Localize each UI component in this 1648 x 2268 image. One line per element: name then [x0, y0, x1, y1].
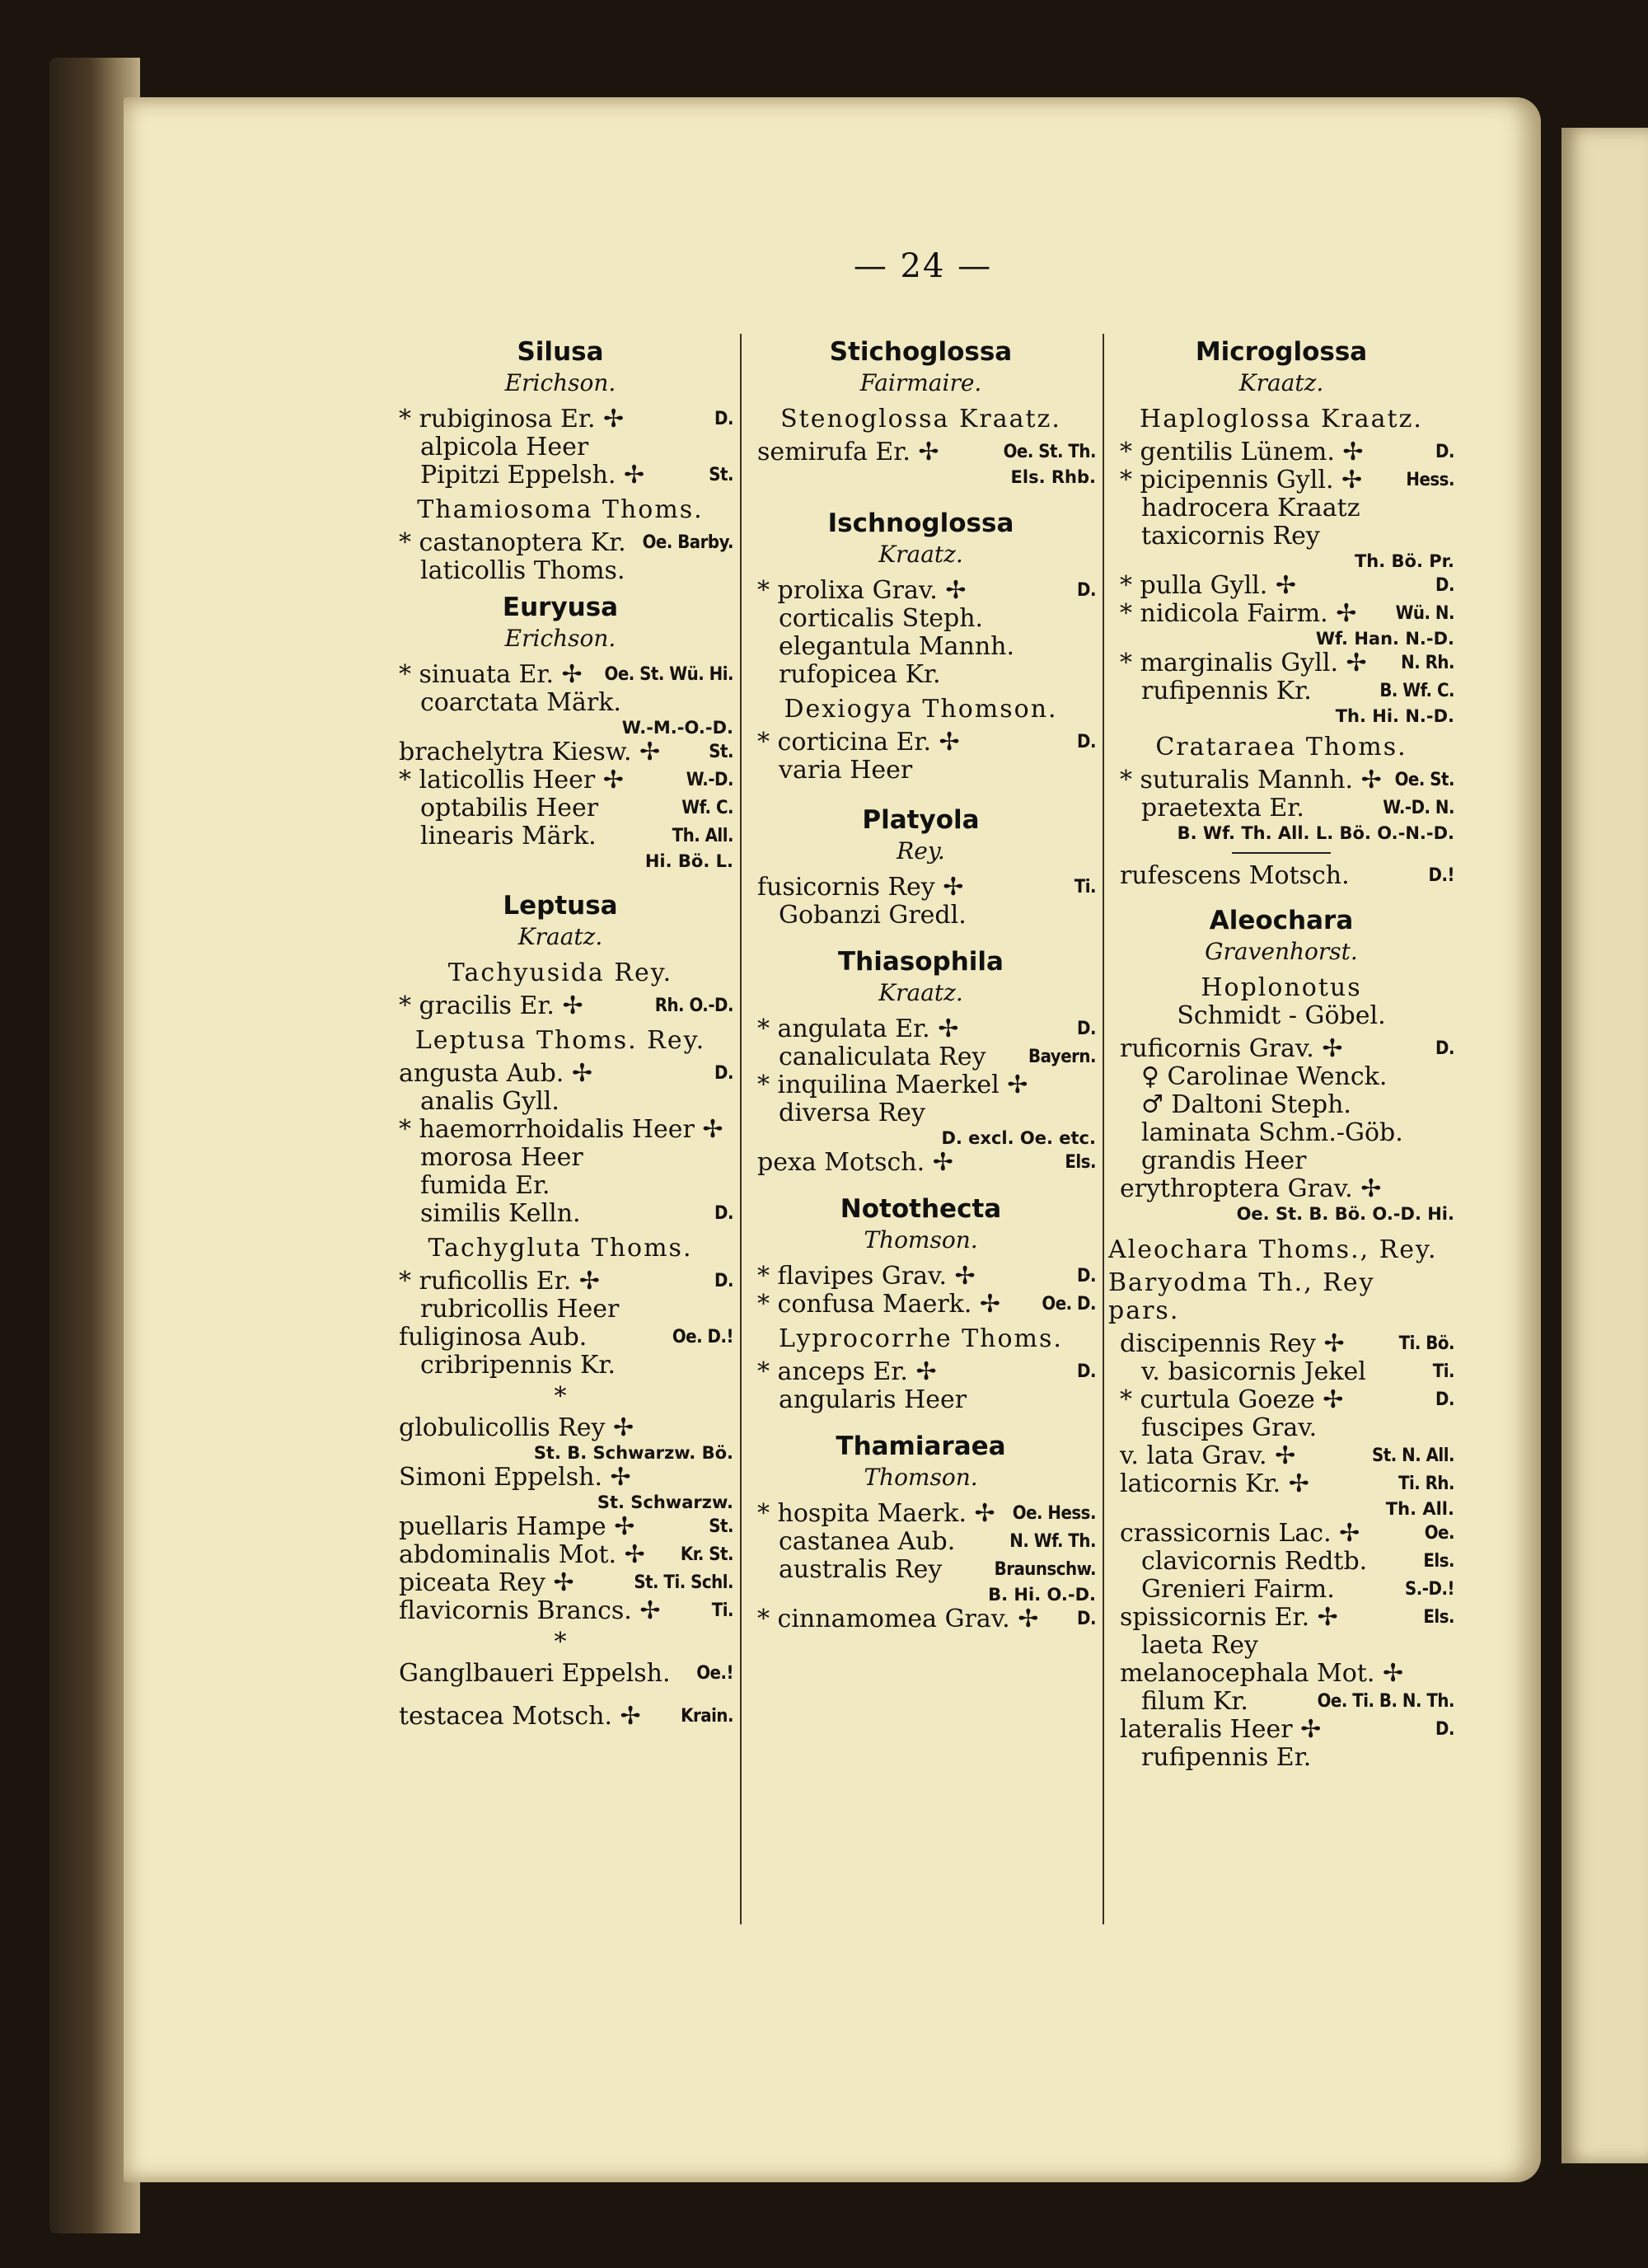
synonym-entry: ♂ Daltoni Steph.	[1141, 1090, 1351, 1119]
species-entry: * gracilis Er. ✢ Rh. O.-D.	[399, 991, 733, 1020]
genus-author: Thomson.	[864, 1464, 978, 1491]
synonym-entry: castanea Aub. N. Wf. Th.	[779, 1527, 1096, 1556]
species-entry: laticornis Kr. ✢ Ti. Rh.	[1120, 1469, 1454, 1498]
species-entry: globulicollis Rey ✢	[399, 1413, 634, 1442]
species-entry: * haemorrhoidalis Heer ✢	[399, 1115, 723, 1144]
genus-heading: Aleochara	[1209, 906, 1354, 935]
genus-author: Kraatz.	[878, 541, 963, 568]
species-entry: lateralis Heer ✢ D.	[1120, 1715, 1454, 1744]
subgenus-heading: Hoplonotus	[1201, 973, 1362, 1002]
species-entry: puellaris Hampe ✢ St.	[399, 1512, 733, 1541]
species-entry: crassicornis Lac. ✢ Oe.	[1120, 1519, 1454, 1548]
species-entry: angusta Aub. ✢ D.	[399, 1059, 733, 1088]
species-entry: brachelytra Kiesw. ✢ St.	[399, 738, 733, 766]
locality: W.-M.-O.-D.	[621, 718, 733, 738]
species-entry: * rubiginosa Er. ✢ D.	[399, 405, 733, 433]
subgenus-heading: Lyprocorrhe Thoms.	[779, 1324, 1063, 1353]
section-star: *	[554, 1628, 567, 1656]
species-entry: * anceps Er. ✢ D.	[757, 1357, 1096, 1386]
locality: Els. Rhb.	[1010, 467, 1096, 487]
subgenus-heading: Baryodma Th., Rey pars.	[1108, 1268, 1375, 1325]
locality: St. B. Schwarzw. Bö.	[533, 1443, 733, 1463]
synonym-entry: laticollis Thoms.	[420, 556, 625, 585]
column-3	[1108, 330, 1454, 1772]
synonym-entry: filum Kr. Oe. Ti. B. N. Th.	[1141, 1687, 1454, 1716]
species-entry: * flavipes Grav. ✢ D.	[757, 1262, 1096, 1291]
species-entry: * nidicola Fairm. ✢ Wü. N.	[1120, 599, 1454, 628]
subgenus-author: Schmidt - Göbel.	[1177, 1001, 1386, 1030]
species-entry: * curtula Goeze ✢ D.	[1120, 1385, 1454, 1414]
synonym-entry: laminata Schm.-Göb.	[1141, 1118, 1403, 1147]
synonym-entry: fuscipes Grav.	[1141, 1413, 1318, 1442]
synonym-entry: v. basicornis Jekel Ti.	[1141, 1357, 1454, 1386]
column-1	[387, 330, 733, 1731]
synonym-entry: australis Rey Braunschw.	[779, 1555, 1096, 1584]
species-entry: pexa Motsch. ✢ Els.	[757, 1148, 1096, 1177]
genus-heading: Euryusa	[502, 593, 619, 622]
genus-heading: Notothecta	[840, 1194, 1002, 1224]
synonym-entry: angularis Heer	[779, 1385, 967, 1414]
species-entry: Ganglbaueri Eppelsh. Oe.!	[399, 1659, 733, 1688]
synonym-entry: rubricollis Heer	[420, 1295, 620, 1324]
genus-heading: Stichoglossa	[829, 337, 1013, 367]
locality: B. Hi. O.-D.	[988, 1585, 1096, 1605]
genus-author: Rey.	[897, 837, 945, 865]
subgenus-heading: Stenoglossa Kraatz.	[780, 405, 1061, 433]
species-entry: * picipennis Gyll. ✢ Hess.	[1120, 466, 1454, 494]
species-entry: ruficornis Grav. ✢ D.	[1120, 1034, 1454, 1063]
locality: B. Wf. Th. All. L. Bö. O.-N.-D.	[1177, 823, 1454, 843]
synonym-entry: varia Heer	[779, 756, 913, 785]
synonym-entry: rufipennis Kr. B. Wf. C.	[1141, 677, 1454, 705]
divider	[1232, 852, 1331, 854]
genus-author: Gravenhorst.	[1205, 938, 1358, 965]
synonym-entry: fumida Er.	[420, 1171, 550, 1200]
species-entry: spissicornis Er. ✢ Els.	[1120, 1603, 1454, 1632]
subgenus-heading: Leptusa Thoms. Rey.	[414, 1026, 706, 1055]
species-entry: * cinnamomea Grav. ✢ D.	[757, 1605, 1096, 1633]
locality: Hi. Bö. L.	[644, 851, 733, 871]
locality: Wf. Han. N.-D.	[1315, 629, 1454, 649]
species-entry: * confusa Maerk. ✢ Oe. D.	[757, 1290, 1096, 1319]
species-entry: * corticina Er. ✢ D.	[757, 728, 1096, 757]
locality: Th. Hi. N.-D.	[1335, 706, 1454, 726]
locality: D. excl. Oe. etc.	[941, 1128, 1096, 1148]
column-2	[746, 330, 1096, 1633]
synonym-entry: analis Gyll.	[420, 1087, 559, 1116]
subgenus-heading: Tachygluta Thoms.	[428, 1234, 693, 1263]
synonym-entry: elegantula Mannh.	[779, 632, 1015, 661]
locality: Oe. St. B. Bö. O.-D. Hi.	[1236, 1204, 1454, 1224]
species-entry: * sinuata Er. ✢ Oe. St. Wü. Hi.	[399, 660, 733, 689]
synonym-entry: Grenieri Fairm. S.-D.!	[1141, 1575, 1454, 1604]
synonym-entry: clavicornis Redtb. Els.	[1141, 1547, 1454, 1576]
synonym-entry: ♀ Carolinae Wenck.	[1141, 1062, 1388, 1091]
column-rule-left	[740, 334, 742, 1924]
genus-author: Kraatz.	[1238, 369, 1324, 396]
species-entry: Pipitzi Eppelsh. ✢ St.	[420, 461, 733, 490]
column-rule-right	[1103, 334, 1104, 1924]
species-entry: semirufa Er. ✢ Oe. St. Th.	[757, 438, 1096, 466]
synonym-entry: alpicola Heer	[420, 433, 589, 462]
species-entry: * inquilina Maerkel ✢	[757, 1071, 1028, 1099]
species-entry: * laticollis Heer ✢ W.-D.	[399, 766, 733, 794]
genus-author: Erichson.	[504, 369, 616, 396]
species-entry: rufescens Motsch. D.!	[1120, 861, 1454, 890]
species-entry: * ruficollis Er. ✢ D.	[399, 1267, 733, 1296]
synonym-entry: hadrocera Kraatz	[1141, 494, 1360, 522]
subgenus-heading: Haploglossa Kraatz.	[1140, 405, 1423, 433]
synonym-entry: morosa Heer	[420, 1143, 583, 1172]
species-entry: * prolixa Grav. ✢ D.	[757, 576, 1096, 605]
synonym-entry: canaliculata Rey Bayern.	[779, 1043, 1096, 1071]
species-entry: testacea Motsch. ✢ Krain.	[399, 1702, 733, 1731]
species-entry: * hospita Maerk. ✢ Oe. Hess.	[757, 1499, 1096, 1528]
species-entry: * pulla Gyll. ✢ D.	[1120, 571, 1454, 600]
species-entry: melanocephala Mot. ✢	[1120, 1659, 1404, 1688]
genus-author: Kraatz.	[517, 923, 603, 950]
synonym-entry: laeta Rey	[1141, 1631, 1259, 1660]
synonym-entry: linearis Märk. Th. All.	[420, 822, 733, 850]
species-entry: abdominalis Mot. ✢ Kr. St.	[399, 1540, 733, 1569]
synonym-entry: corticalis Steph.	[779, 604, 984, 633]
locality: St. Schwarzw.	[597, 1492, 733, 1512]
facing-page-edge	[1561, 128, 1648, 2163]
locality: Th. Bö. Pr.	[1354, 551, 1454, 571]
species-entry: * castanoptera Kr. Oe. Barby.	[399, 528, 733, 557]
subgenus-heading: Thamiosoma Thoms.	[417, 495, 704, 524]
synonym-entry: rufipennis Er.	[1141, 1743, 1312, 1772]
synonym-entry: praetexta Er. W.-D. N.	[1141, 794, 1454, 822]
synonym-entry: Gobanzi Gredl.	[779, 901, 967, 930]
page-number: — 24 —	[853, 247, 993, 285]
genus-heading: Microglossa	[1195, 337, 1368, 367]
genus-heading: Platyola	[862, 805, 980, 835]
synonym-entry: rufopicea Kr.	[779, 660, 941, 689]
locality: Th. All.	[1385, 1499, 1454, 1519]
genus-author: Fairmaire.	[859, 369, 982, 396]
subgenus-heading: Dexiogya Thomson.	[784, 695, 1058, 724]
subgenus-heading: Aleochara Thoms., Rey.	[1108, 1235, 1438, 1264]
subgenus-heading: Crataraea Thoms.	[1155, 733, 1407, 761]
species-entry: * marginalis Gyll. ✢ N. Rh.	[1120, 649, 1454, 677]
genus-heading: Thamiaraea	[836, 1432, 1006, 1461]
synonym-entry: grandis Heer	[1141, 1146, 1307, 1175]
species-entry: fusicornis Rey ✢ Ti.	[757, 873, 1096, 902]
synonym-entry: diversa Rey	[779, 1099, 925, 1127]
species-entry: * angulata Er. ✢ D.	[757, 1015, 1096, 1043]
genus-author: Thomson.	[864, 1226, 978, 1253]
species-entry: Simoni Eppelsh. ✢	[399, 1463, 631, 1492]
synonym-entry: coarctata Märk.	[420, 688, 621, 717]
genus-author: Kraatz.	[878, 979, 963, 1006]
genus-heading: Thiasophila	[838, 947, 1004, 977]
species-entry: * suturalis Mannh. ✢ Oe. St.	[1120, 766, 1454, 794]
section-star: *	[554, 1382, 567, 1411]
genus-heading: Ischnoglossa	[827, 508, 1014, 538]
genus-heading: Silusa	[517, 337, 604, 367]
species-entry: piceata Rey ✢ St. Ti. Schl.	[399, 1568, 733, 1597]
species-entry: * gentilis Lünem. ✢ D.	[1120, 438, 1454, 466]
synonym-entry: similis Kelln. D.	[420, 1199, 733, 1228]
species-entry: flavicornis Brancs. ✢ Ti.	[399, 1596, 733, 1625]
subgenus-heading: Tachyusida Rey.	[447, 958, 673, 987]
species-entry: discipennis Rey ✢ Ti. Bö.	[1120, 1329, 1454, 1358]
species-entry: erythroptera Grav. ✢	[1120, 1174, 1382, 1203]
genus-heading: Leptusa	[503, 891, 618, 921]
synonym-entry: optabilis Heer Wf. C.	[420, 794, 733, 822]
synonym-entry: cribripennis Kr.	[420, 1351, 616, 1380]
species-entry: fuliginosa Aub. Oe. D.!	[399, 1323, 733, 1352]
species-entry: v. lata Grav. ✢ St. N. All.	[1120, 1441, 1454, 1470]
genus-author: Erichson.	[504, 625, 616, 652]
synonym-entry: taxicornis Rey	[1141, 522, 1320, 551]
